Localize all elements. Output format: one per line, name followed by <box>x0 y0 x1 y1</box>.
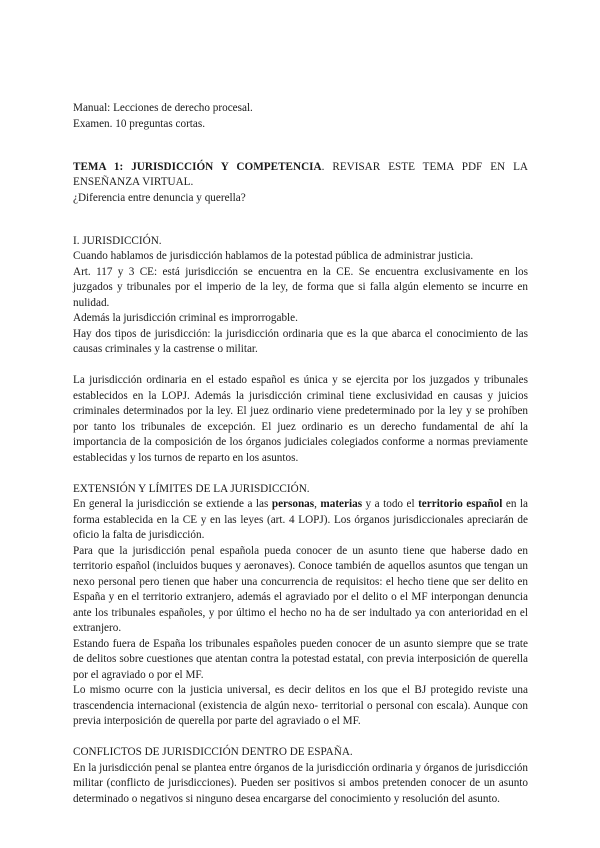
paragraph: En la jurisdicción penal se plantea entre órganos de la jurisdicción ordinaria y órganos de jurisdicción militar (conflicto de jurisdicciones). Pueden ser positivos si ambos pretenden conocer de un asunto determinado o negativos si ninguno desea encargarse del conocimiento y resolución del asunto. <box>73 761 528 805</box>
topic-question: ¿Diferencia entre denuncia y querella? <box>73 191 246 204</box>
paragraph: Estando fuera de España los tribunales españoles pueden conocer de un asunto siempre que se trate de delitos sobre cuestiones que atentan contra la potestad estatal, con previa interposición de querella por el agraviado o por el MF. <box>73 637 528 681</box>
section-heading-conflictos: CONFLICTOS DE JURISDICCIÓN DENTRO DE ESPAÑA. <box>73 746 353 758</box>
text-run: En general la jurisdicción se extiende a las <box>73 498 272 510</box>
text-run: y a todo el <box>362 498 419 510</box>
text-run: en la forma establecida en la CE y en las leyes (art. 4 LOPJ). Los órganos jurisdiccionales apreciarán de oficio la falta de jurisdicción. <box>73 498 528 541</box>
paragraph: Cuando hablamos de jurisdicción hablamos de la potestad pública de administrar justicia. <box>73 250 474 262</box>
exam-line: Examen. 10 preguntas cortas. <box>73 117 206 130</box>
paragraph: Art. 117 y 3 CE: está jurisdicción se encuentra en la CE. Se encuentra exclusivamente en los juzgados y tribunales por el imperio de la ley, de forma que si falla algún elemento se incurre en nulidad. <box>73 265 528 309</box>
topic-note: . REVISAR ESTE TEMA PDF EN LA ENSEÑANZA VIRTUAL. <box>73 160 529 188</box>
paragraph <box>73 497 528 544</box>
section-heading-extension: EXTENSIÓN Y LÍMITES DE LA JURISDICCIÓN. <box>73 482 310 495</box>
bold-term: territorio español <box>418 498 503 510</box>
topic-title-line <box>73 160 528 191</box>
section-heading-jurisdiccion: I. JURISDICCIÓN. <box>73 234 162 247</box>
manual-line: Manual: Lecciones de derecho procesal. <box>73 102 253 114</box>
topic-title: TEMA 1: JURISDICCIÓN Y COMPETENCIA <box>73 160 322 173</box>
paragraph: Lo mismo ocurre con la justicia universal, es decir delitos en los que el BJ protegido reviste una trascendencia internacional (existencia de algún nexo- territorial o personal con escala). Aunque con previa interposición de querella por parte del agraviado o el MF. <box>73 684 528 727</box>
bold-term: materias <box>320 498 363 510</box>
bold-term: personas <box>271 498 315 510</box>
document-page <box>73 101 528 807</box>
text-run: , <box>314 498 321 510</box>
paragraph: La jurisdicción ordinaria en el estado español es única y se ejercita por los juzgados y tribunales establecidos en la LOPJ. Además la jurisdicción criminal tiene exclusividad en causas y juicios criminales determinados por la ley. El juez ordinario viene predeterminado por la ley y se prohíben por tanto los tribunales de excepción. El juez ordinario es un derecho fundamental de ahí la importancia de la composición de los órganos judiciales colegiados conforme a normas previamente establecidas y los turnos de reparto en los asuntos. <box>73 374 528 464</box>
paragraph: Hay dos tipos de jurisdicción: la jurisdicción ordinaria que es la que abarca el conocimiento de las causas criminales y la castrense o militar. <box>73 327 528 355</box>
paragraph: Además la jurisdicción criminal es improrrogable. <box>73 312 298 324</box>
paragraph: Para que la jurisdicción penal española pueda conocer de un asunto tiene que haberse dado en territorio español (incluidos buques y aeronaves). Conoce también de aquellos asuntos que tengan un nexo personal pero tienen que haber una concurrencia de requisitos: el hecho tiene que ser delito en España y en el territorio extranjero, además el agraviado por el delito o el MF interpongan denuncia ante los tribunales españoles, y por último el hecho no ha de ser indultado ya con anterioridad en el extranjero. <box>73 544 528 634</box>
